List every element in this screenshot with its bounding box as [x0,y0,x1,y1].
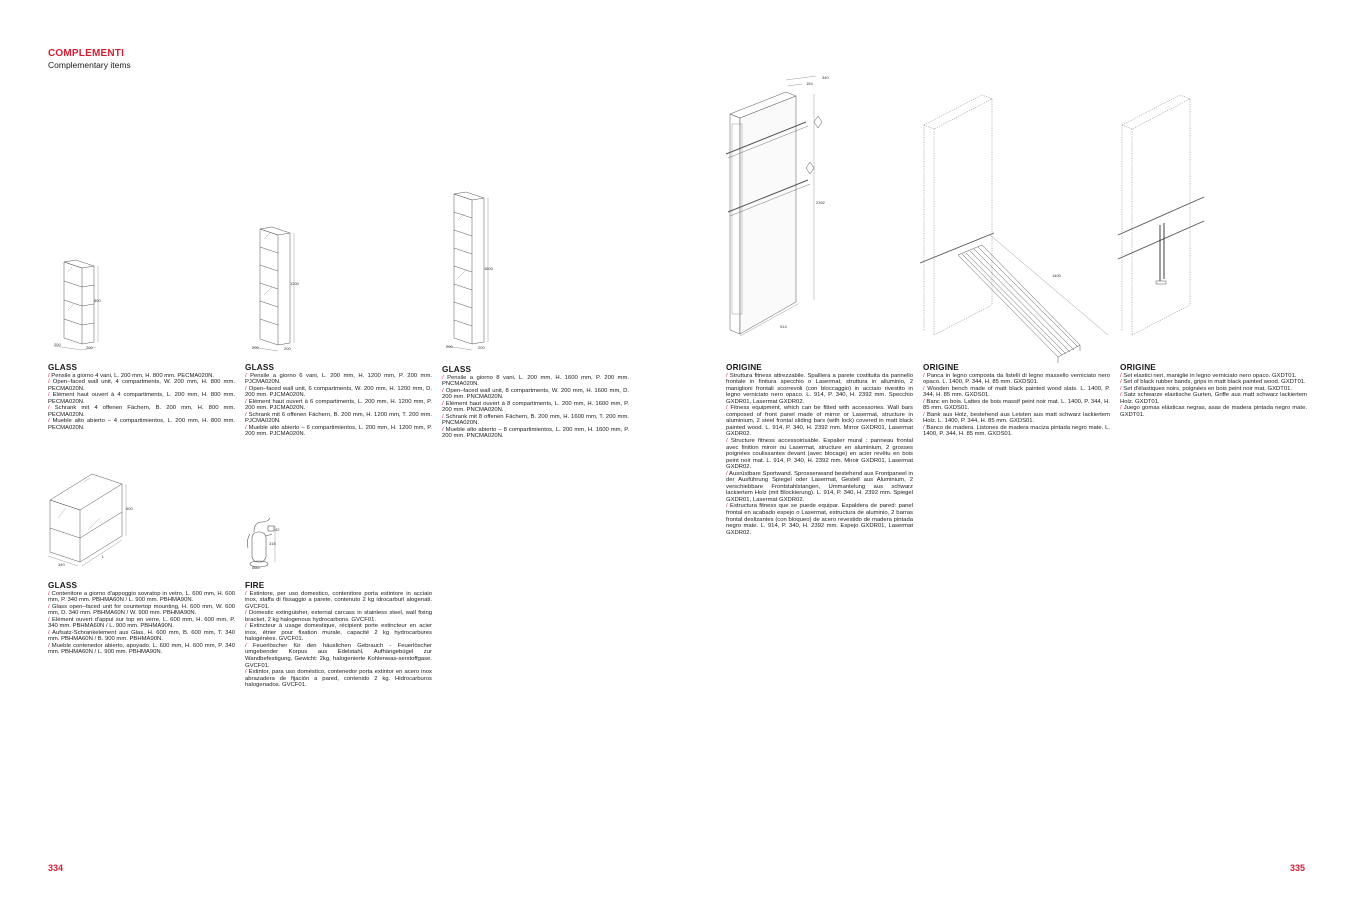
product-title: GLASS [48,581,78,590]
page-number-right: 335 [1290,863,1306,873]
section-title: COMPLEMENTI [48,48,125,59]
origine-bands-drawing [1116,85,1206,335]
desc-de: / Bank aus Holz, bestehend aus Leisten aus matt schwarz lackiertem Holz. L. 1400, P. 344, H. 85 mm. GXDS01. [923,411,1110,425]
product-origine-wallbars [726,363,913,536]
fire-extinguisher-drawing [240,514,290,574]
product-glass-4 [48,363,235,431]
desc-es: / Mueble contenedor abierto, apoyado. L. 600 mm, H. 600 mm, P. 340 mm. PBHMA60N / L. 900 mm. PBHMA90N. [48,642,235,656]
dim-top: 42 [275,527,280,532]
dim-height: 600 [126,506,133,511]
dim-height: 800 [94,298,101,303]
desc-en: / Domestic extinguisher, external carcass in stainless steel, wall fixing bracket, 2 kg halogenous hydrocarbons. GVCF01. [245,610,433,623]
glass-8-drawing [442,190,502,353]
product-origine-bands [1120,363,1307,418]
desc-en: / Fitness equipment, which can be fitted with accessories. Wall bars composed of front panel made of mirror or Lasermat, structure in aluminium, 2 steel frontal sliding bars (with lock) covered in matt black painted wood. L. 914, P. 340, H. 2392 mm. Mirror GXDR01, Lasermat GXDR02. [726,405,913,438]
desc-es: / Mueble alto abierto – 6 compartimientos, L. 200 mm, H. 1200 mm, P. 200 mm. PJCMA020N. [245,424,433,438]
desc-fr: / Banc en bois. Lattes de bois massif peint noir mat. L. 1400, P. 344, H. 85 mm. GXDS01. [923,398,1111,412]
desc-en: / Open–faced wall unit, 8 compartments, W. 200 mm, H. 1600 mm, D. 200 mm. PNCMA020N. [442,387,629,401]
desc-es: / Estructura fitness que se puede equipar. Espaldera de pared: panel frontal en acabado espejo o Lasermat, estructura de aluminio, 2 barras frontal deslizantes (con bloqueo) de acero revestido de madera pintada negro mate. L. 914, P. 340, H. 2392 mm. Espejo GXDR01, Lasermat GXDR02. [726,503,913,536]
dim-width: 200 [446,344,453,349]
origine-bench-drawing [918,85,1118,375]
desc-fr: / Structure fitness accessoirisable. Espalier mural : panneau frontal avec finition miroir ou Lasermat, structure en aluminium, 2 grosses poignées coulissantes devant (avec blocage) en acier revêtu en bois peint noir mat. L. 914, P. 340, H. 2392 mm. Miroir GXDR01, Lasermat GXDR02. [726,437,913,471]
desc-es: / Mueble alto abierto – 8 compartimientos, L. 200 mm, H. 1600 mm, P. 200 mm. PNCMA020N. [442,426,630,440]
desc-it: / Pensile a giorno 4 vani, L. 200 mm, H. 800 mm. PECMA020N. [48,372,215,379]
glass-4-drawing [50,258,110,353]
desc-fr: / Elément ouvert d'appui sur top en verre, L. 600 mm, H. 600 mm, P. 340 mm. PBHMA60N / L. 900 mm. PBHMA90N. [48,616,235,630]
desc-es: / Mueble alto abierto – 4 compartimientos, L. 200 mm, H. 800 mm. PECMA020N. [48,418,235,431]
desc-de: / Schrank mit 8 offenen Fächern, B. 200 mm, H. 1600 mm, T. 200 mm. PNCMA020N. [442,413,629,427]
desc-en: / Set of black rubber bands, grips in matt black painted wood. GXDT01. [1120,379,1306,386]
desc-it: / Panca in legno composta da listelli di legno massello verniciato nero opaco. L. 1400, P. 344, H. 85 mm. GXDS01. [923,372,1110,386]
product-fire [245,581,432,689]
product-glass-8 [442,365,629,440]
desc-en: / Glass open–faced unit for countertop mounting, H. 600 mm, W. 600 mm, D. 340 mm. PBHMA60N / W. 900 mm. PBHMA90N. [48,603,235,617]
dim-diameter: Ø85 [252,565,260,570]
glass-6-drawing [248,225,308,353]
product-title: ORIGINE [923,363,959,372]
desc-de: / Schrank mit 6 offenen Fächern, B. 200 mm, H. 1200 mm, T. 200 mm. PJCMA020N. [245,411,432,425]
dim-width: 200 [252,345,259,350]
desc-it: / Set elastici neri, maniglie in legno verniciato nero opaco. GXDT01. [1120,372,1297,379]
product-glass-countertop [48,581,235,656]
dim-width: 200 [54,342,61,347]
desc-es: / Banco de madera. Listones de madera maciza pintada negro mate. L. 1400, P. 344, H. 85 mm. GXDS01. [923,424,1110,438]
origine-wallbars-drawing [716,70,836,340]
desc-es: / Extintor, para uso doméstico, contenedor porta extintor en acero inox abrazadera de fijación a pared, contenido 2 kg. Hidrocarburos halogenados. GVCF01. [245,669,432,689]
dim-depth: 200 [284,346,291,351]
product-title: FIRE [245,581,265,590]
desc-de: / Aufsatz-Schrankelement aus Glas, H. 600 mm, B. 600 mm, T. 340 mm. PBHMA60N / B. 900 mm. PBHMA90N. [48,629,236,643]
desc-en: / Open–faced wall unit, 6 compartments, W. 200 mm, H. 1200 mm, D. 200 mm. PJCMA020N. [245,385,432,399]
desc-de: / Schrank mit 4 offenen Fächern, B. 200 mm, H. 800 mm. PECMA020N. [48,405,235,418]
desc-it: / Struttura fitness attrezzabile. Spalliera a parete costituita da pannello frontale in finitura specchio o Lasermat, struttura in alluminio, 2 maniglioni frontali scorrevoli (con bloccaggio) in acciaio rivestito in legno verniciato nero opaco. L. 914, P. 340, H. 2392 mm. Specchio GXDR01, Lasermat GXDR02. [726,372,913,405]
dim-height: 1200 [290,281,299,286]
desc-fr: / Elément haut ouvert à 4 compartiments, L. 200 mm, H. 800 mm. PECMA020N. [48,392,235,405]
dim-depth: 200 [86,345,93,350]
product-title: GLASS [245,363,275,372]
dim-depth: 340 [822,75,829,80]
product-origine-bench [923,363,1110,438]
desc-de: / Ausrüstbare Sportwand. Sprossenwand bestehend aus Frontpaneel in der Ausführung Spiegel oder Lasermat, Gestell aus Aluminium, 2 verschiebbare Frontstahlstangen, Ummantelung aus schwarz lackiertem Holz (mit Blockierung). L. 914, P. 340, H. 2392 mm. Spiegel GXDR01, Lasermat GXDR02. [726,470,913,503]
product-title: ORIGINE [1120,363,1156,372]
dim-depth: 200 [478,345,485,350]
dim-length: L [102,554,105,559]
product-title: ORIGINE [726,363,762,372]
desc-en: / Open–faced wall unit, 4 compartments, W. 200 mm, H. 800 mm. PECMA020N. [48,379,236,392]
dim-length: 1400 [1052,273,1061,278]
section-subtitle: Complementary items [48,60,131,70]
dim-height: 315 [269,541,276,546]
desc-it: / Pensile a giorno 8 vani, L. 200 mm, H. 1600 mm, P. 200 mm. PNCMA020N. [442,374,629,388]
desc-es: / Juego gomas elásticas negras, asas de madera pintada negro mate. GXDT01. [1120,405,1307,418]
dim-height: 2392 [816,200,825,205]
desc-de: / Feuerlöscher für den häuslichen Gebrauch - Feuerlöscher umgebender Korpus aus Edelstahl, Aufhängebügel zur Wandbefestigung, Gewicht: 2kg, halogenierte Kohlenwas-serstoffgase. GVCF01. [245,642,432,669]
desc-fr: / Elément haut ouvert à 8 compartiments, L. 200 mm, H. 1600 mm, P. 200 mm. PNCMA020N. [442,400,629,414]
desc-fr: / Set d'élastiques noirs, poignées en bois peint noir mat. GXDT01. [1120,385,1293,392]
dim-bar-offset: 154 [806,81,813,86]
desc-it: / Pensile a giorno 6 vani, L. 200 mm, H. 1200 mm, P. 200 mm. PJCMA020N. [245,372,432,386]
desc-en: / Wooden bench made of matt black painted wood slats. L. 1400, P. 344, H. 85 mm. GXDS01. [923,385,1111,399]
product-title: GLASS [48,363,78,372]
desc-fr: / Elément haut ouvert à 6 compartiments, L. 200 mm, H. 1200 mm, P. 200 mm. PJCMA020N. [245,398,432,412]
product-title: GLASS [442,365,472,374]
dim-width: 914 [780,324,787,329]
product-glass-6 [245,363,432,438]
dim-height: 1600 [484,266,493,271]
desc-de: / Satz schwarze elastische Gurten, Griffe aus matt schwarz lackiertem Holz. GXDT01. [1120,392,1307,405]
glass-countertop-drawing [44,470,139,570]
desc-it: / Estintore, per uso domestico, contenitore porta estintore in acciaio inox, staffa di fissaggio a parete, contenuto 2 kg idrocarburi alogenati. GVCF01. [245,590,432,610]
desc-fr: / Extincteur à usage domestique, récipient porte extincteur en acier inox, étrier pour fixation murale, capacité 2 kg hydrocarbures halogénées. GVCF01. [245,623,432,643]
dim-depth: 340 [58,562,65,567]
desc-it: / Contenitore a giorno d'appoggio sovratop in vetro, L. 600 mm, H. 600 mm, P. 340 mm. PBHMA60N / L. 900 mm. PBHMA90N. [48,590,235,604]
page-number-left: 334 [48,863,64,873]
